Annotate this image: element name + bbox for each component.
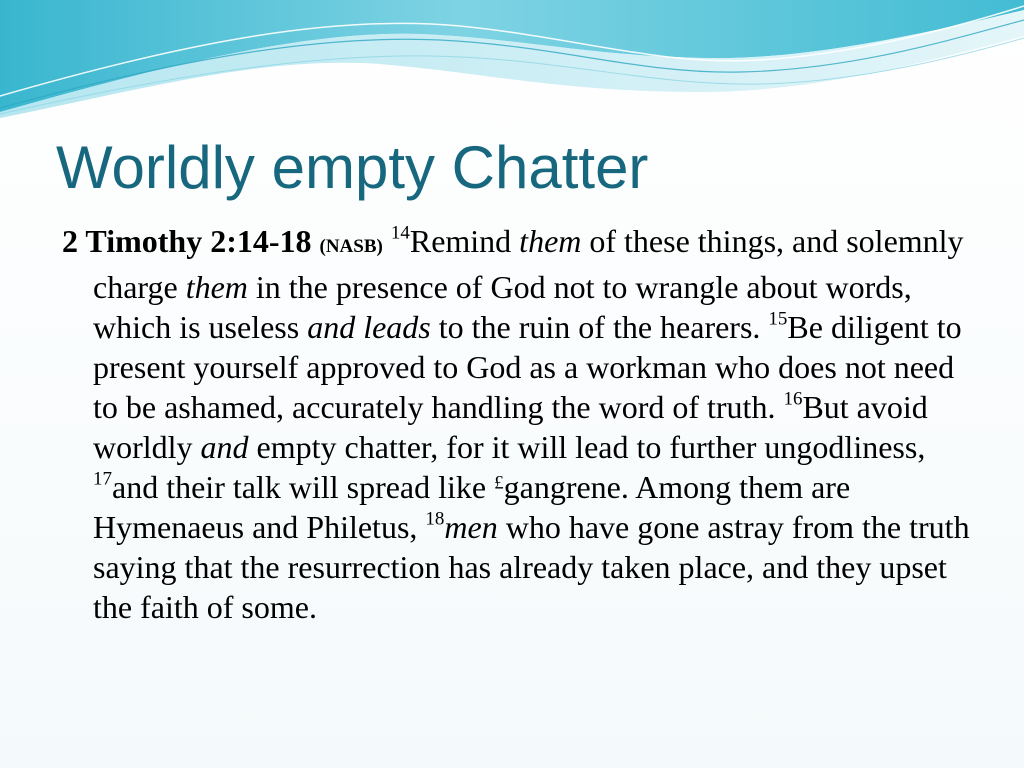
verse-text: gangrene. Among them are Hymenaeus and Philetus, xyxy=(93,469,851,545)
scripture-reference: 2 Timothy 2:14-18 xyxy=(62,223,312,259)
verse-text: Remind xyxy=(409,223,520,259)
verse-number: 15 xyxy=(768,308,788,330)
verse-text: empty chatter, for it will lead to further ungodliness, xyxy=(248,429,926,465)
footnote-symbol: £ xyxy=(494,472,504,494)
verse-text: to the ruin of the hearers. xyxy=(430,309,769,345)
verse-text-italic: them xyxy=(519,223,582,259)
verse-text: Be diligent to present yourself approved to God as a workman who does not need to be ashamed, accurately handling the word of truth. xyxy=(93,309,962,425)
verse-text-italic: and leads xyxy=(307,309,431,345)
verse-number: 18 xyxy=(425,508,445,530)
verse-text: But avoid worldly xyxy=(93,389,928,465)
header-wave-decoration xyxy=(0,0,1024,130)
bible-version: (NASB) xyxy=(319,236,383,257)
verse-text: who have gone astray from the truth saying that the resurrection has already taken place, and they upset the faith of some. xyxy=(93,509,970,625)
verse-number: 16 xyxy=(783,388,803,410)
slide-title: Worldly empty Chatter xyxy=(56,134,649,201)
verse-text: in the presence of God not to wrangle about words, which is useless xyxy=(93,269,912,345)
verse-text: of these things, and solemnly charge xyxy=(93,223,964,305)
verse-text-italic: and xyxy=(200,429,249,465)
verse-number: 14 xyxy=(390,222,410,244)
verse-text-italic: them xyxy=(185,269,248,305)
verse-text-italic: men xyxy=(444,509,498,545)
passage-paragraph xyxy=(62,221,982,627)
scripture-passage xyxy=(62,221,982,627)
verse-text: and their talk will spread like xyxy=(112,469,495,505)
verse-number: 17 xyxy=(93,468,112,490)
